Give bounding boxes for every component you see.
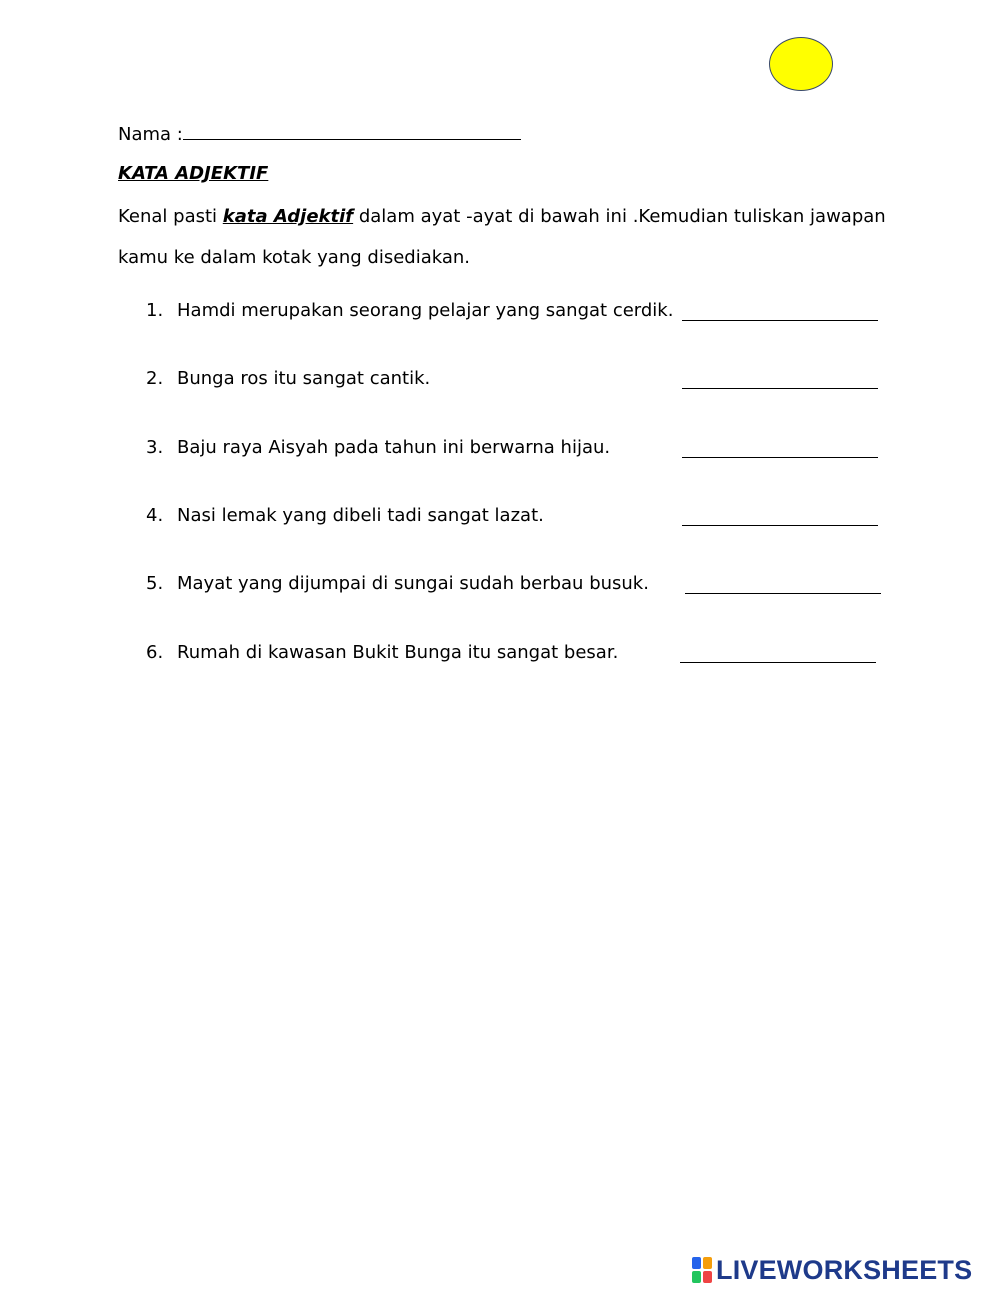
worksheet-title: KATA ADJEKTIF [118,163,269,184]
question-item [146,505,886,533]
question-item [146,368,886,396]
answer-blank[interactable] [680,662,876,663]
question-text: Rumah di kawasan Bukit Bunga itu sangat besar. [177,642,619,663]
question-item [146,437,886,465]
instruction-text-start: Kenal pasti [118,206,223,227]
logo-tile [703,1257,712,1269]
question-item [146,300,886,328]
answer-blank[interactable] [682,388,878,389]
question-number: 5. [146,573,164,594]
answer-blank[interactable] [685,593,881,594]
answer-blank[interactable] [682,525,878,526]
question-text: Bunga ros itu sangat cantik. [177,368,431,389]
question-number: 6. [146,642,164,663]
question-number: 3. [146,437,164,458]
question-number: 1. [146,300,164,321]
logo-tile [692,1271,701,1283]
instruction-text-end: dalam ayat -ayat di bawah ini .Kemudian tuliskan jawapan [353,206,886,227]
question-item [146,573,886,601]
question-text: Mayat yang dijumpai di sungai sudah berbau busuk. [177,573,649,594]
logo-tile [692,1257,701,1269]
answer-blank[interactable] [682,457,878,458]
question-number: 2. [146,368,164,389]
question-text: Baju raya Aisyah pada tahun ini berwarna hijau. [177,437,611,458]
liveworksheets-logo-icon [692,1257,712,1283]
instruction-line-2: kamu ke dalam kotak yang disediakan. [118,247,470,268]
instruction-keyword: kata Adjektif [222,206,354,227]
yellow-circle-shape [769,37,833,91]
logo-tile [703,1271,712,1283]
name-input-blank[interactable] [183,121,521,140]
liveworksheets-logo [692,1254,972,1286]
name-label: Nama : [118,124,183,145]
instruction-line-1 [118,206,886,227]
question-text: Hamdi merupakan seorang pelajar yang sangat cerdik. [177,300,674,321]
logo-wordmark: LIVEWORKSHEETS [716,1254,973,1285]
answer-blank[interactable] [682,320,878,321]
question-item [146,642,886,670]
name-field-row [118,121,521,145]
question-text: Nasi lemak yang dibeli tadi sangat lazat. [177,505,544,526]
question-number: 4. [146,505,164,526]
